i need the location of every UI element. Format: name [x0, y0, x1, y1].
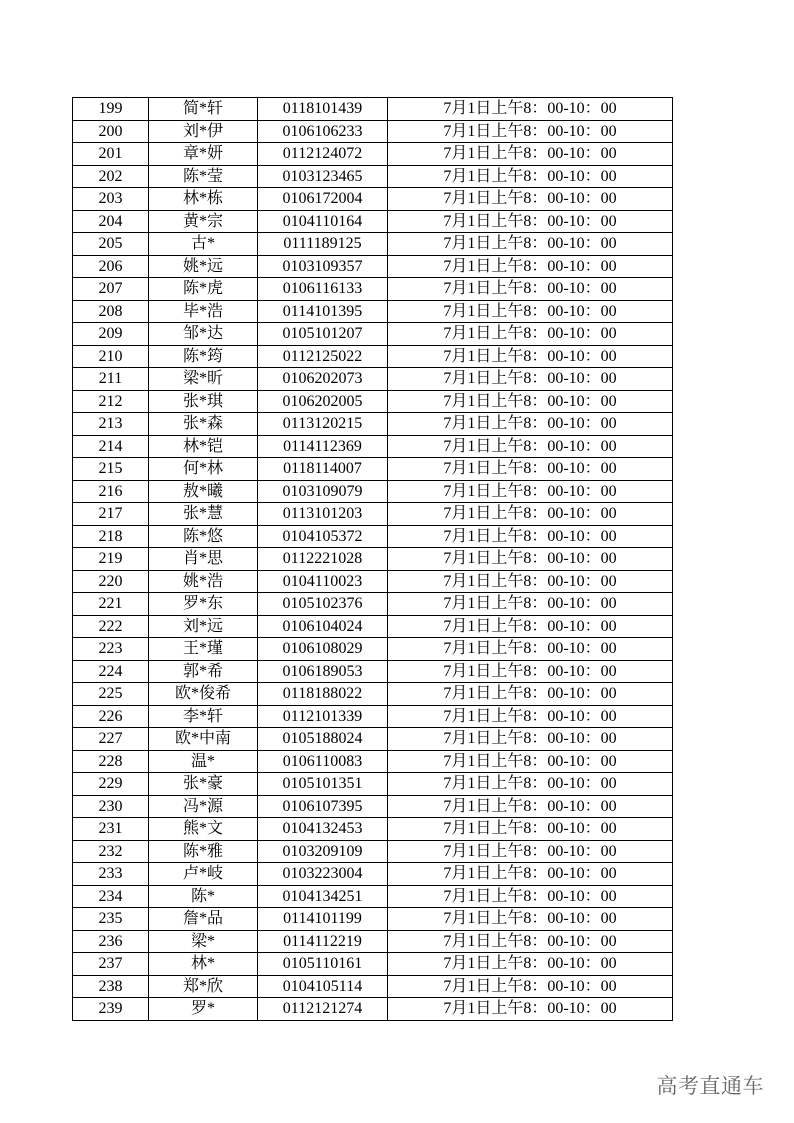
- id-cell: 0112121274: [258, 998, 388, 1021]
- name-cell: 熊*文: [149, 818, 258, 841]
- name-cell: 邹*达: [149, 323, 258, 346]
- seq-cell: 214: [73, 435, 149, 458]
- name-cell: 张*慧: [149, 503, 258, 526]
- name-cell: 李*轩: [149, 705, 258, 728]
- name-cell: 温*: [149, 750, 258, 773]
- time-cell: 7月1日上午8：00-10：00: [388, 615, 673, 638]
- watermark: 高考直通车: [656, 1074, 764, 1098]
- id-cell: 0106106233: [258, 120, 388, 143]
- time-cell: 7月1日上午8：00-10：00: [388, 413, 673, 436]
- candidate-table: [72, 97, 673, 1021]
- id-cell: 0104105114: [258, 975, 388, 998]
- id-cell: 0114101199: [258, 908, 388, 931]
- name-cell: 陈*莹: [149, 165, 258, 188]
- id-cell: 0112125022: [258, 345, 388, 368]
- name-cell: 张*豪: [149, 773, 258, 796]
- name-cell: 郭*希: [149, 660, 258, 683]
- time-cell: 7月1日上午8：00-10：00: [388, 458, 673, 481]
- id-cell: 0105110161: [258, 953, 388, 976]
- name-cell: 冯*源: [149, 795, 258, 818]
- time-cell: 7月1日上午8：00-10：00: [388, 120, 673, 143]
- table-row: [73, 525, 673, 548]
- name-cell: 肖*思: [149, 548, 258, 571]
- id-cell: 0114112219: [258, 930, 388, 953]
- time-cell: 7月1日上午8：00-10：00: [388, 683, 673, 706]
- seq-cell: 239: [73, 998, 149, 1021]
- table-row: [73, 840, 673, 863]
- table-row: [73, 593, 673, 616]
- name-cell: 卢*岐: [149, 863, 258, 886]
- id-cell: 0103209109: [258, 840, 388, 863]
- table-row: [73, 435, 673, 458]
- table-row: [73, 615, 673, 638]
- table-row: [73, 638, 673, 661]
- seq-cell: 216: [73, 480, 149, 503]
- seq-cell: 207: [73, 278, 149, 301]
- seq-cell: 215: [73, 458, 149, 481]
- seq-cell: 218: [73, 525, 149, 548]
- table-row: [73, 975, 673, 998]
- name-cell: 詹*品: [149, 908, 258, 931]
- time-cell: 7月1日上午8：00-10：00: [388, 840, 673, 863]
- seq-cell: 211: [73, 368, 149, 391]
- table-row: [73, 750, 673, 773]
- id-cell: 0104132453: [258, 818, 388, 841]
- table-row: [73, 323, 673, 346]
- table-row: [73, 458, 673, 481]
- name-cell: 张*琪: [149, 390, 258, 413]
- time-cell: 7月1日上午8：00-10：00: [388, 773, 673, 796]
- name-cell: 陈*悠: [149, 525, 258, 548]
- seq-cell: 212: [73, 390, 149, 413]
- time-cell: 7月1日上午8：00-10：00: [388, 908, 673, 931]
- seq-cell: 226: [73, 705, 149, 728]
- time-cell: 7月1日上午8：00-10：00: [388, 98, 673, 121]
- table-row: [73, 705, 673, 728]
- time-cell: 7月1日上午8：00-10：00: [388, 188, 673, 211]
- time-cell: 7月1日上午8：00-10：00: [388, 638, 673, 661]
- name-cell: 刘*远: [149, 615, 258, 638]
- table-row: [73, 278, 673, 301]
- table-row: [73, 908, 673, 931]
- seq-cell: 206: [73, 255, 149, 278]
- time-cell: 7月1日上午8：00-10：00: [388, 705, 673, 728]
- seq-cell: 208: [73, 300, 149, 323]
- time-cell: 7月1日上午8：00-10：00: [388, 750, 673, 773]
- table-row: [73, 233, 673, 256]
- name-cell: 黄*宗: [149, 210, 258, 233]
- table-row: [73, 885, 673, 908]
- id-cell: 0112221028: [258, 548, 388, 571]
- name-cell: 陈*虎: [149, 278, 258, 301]
- seq-cell: 232: [73, 840, 149, 863]
- name-cell: 林*: [149, 953, 258, 976]
- id-cell: 0118114007: [258, 458, 388, 481]
- seq-cell: 221: [73, 593, 149, 616]
- id-cell: 0103109079: [258, 480, 388, 503]
- seq-cell: 201: [73, 143, 149, 166]
- name-cell: 欧*俊希: [149, 683, 258, 706]
- id-cell: 0106110083: [258, 750, 388, 773]
- id-cell: 0111189125: [258, 233, 388, 256]
- time-cell: 7月1日上午8：00-10：00: [388, 728, 673, 751]
- table-row: [73, 683, 673, 706]
- time-cell: 7月1日上午8：00-10：00: [388, 548, 673, 571]
- name-cell: 梁*: [149, 930, 258, 953]
- id-cell: 0105102376: [258, 593, 388, 616]
- table-row: [73, 255, 673, 278]
- name-cell: 姚*浩: [149, 570, 258, 593]
- name-cell: 罗*东: [149, 593, 258, 616]
- name-cell: 林*铠: [149, 435, 258, 458]
- table-row: [73, 570, 673, 593]
- seq-cell: 205: [73, 233, 149, 256]
- time-cell: 7月1日上午8：00-10：00: [388, 795, 673, 818]
- name-cell: 张*森: [149, 413, 258, 436]
- seq-cell: 224: [73, 660, 149, 683]
- time-cell: 7月1日上午8：00-10：00: [388, 525, 673, 548]
- id-cell: 0104110164: [258, 210, 388, 233]
- name-cell: 罗*: [149, 998, 258, 1021]
- id-cell: 0103123465: [258, 165, 388, 188]
- time-cell: 7月1日上午8：00-10：00: [388, 503, 673, 526]
- seq-cell: 202: [73, 165, 149, 188]
- name-cell: 陈*: [149, 885, 258, 908]
- name-cell: 姚*远: [149, 255, 258, 278]
- name-cell: 陈*筠: [149, 345, 258, 368]
- table-row: [73, 368, 673, 391]
- seq-cell: 237: [73, 953, 149, 976]
- time-cell: 7月1日上午8：00-10：00: [388, 300, 673, 323]
- seq-cell: 225: [73, 683, 149, 706]
- table-row: [73, 863, 673, 886]
- table-row: [73, 98, 673, 121]
- time-cell: 7月1日上午8：00-10：00: [388, 143, 673, 166]
- id-cell: 0114101395: [258, 300, 388, 323]
- name-cell: 章*妍: [149, 143, 258, 166]
- id-cell: 0118188022: [258, 683, 388, 706]
- seq-cell: 219: [73, 548, 149, 571]
- table-row: [73, 413, 673, 436]
- name-cell: 欧*中南: [149, 728, 258, 751]
- seq-cell: 213: [73, 413, 149, 436]
- seq-cell: 228: [73, 750, 149, 773]
- time-cell: 7月1日上午8：00-10：00: [388, 998, 673, 1021]
- name-cell: 何*林: [149, 458, 258, 481]
- time-cell: 7月1日上午8：00-10：00: [388, 593, 673, 616]
- table-row: [73, 345, 673, 368]
- name-cell: 王*瑾: [149, 638, 258, 661]
- id-cell: 0114112369: [258, 435, 388, 458]
- time-cell: 7月1日上午8：00-10：00: [388, 570, 673, 593]
- seq-cell: 230: [73, 795, 149, 818]
- table-row: [73, 548, 673, 571]
- seq-cell: 234: [73, 885, 149, 908]
- table-row: [73, 210, 673, 233]
- id-cell: 0113101203: [258, 503, 388, 526]
- seq-cell: 227: [73, 728, 149, 751]
- seq-cell: 220: [73, 570, 149, 593]
- id-cell: 0106116133: [258, 278, 388, 301]
- name-cell: 古*: [149, 233, 258, 256]
- table-row: [73, 773, 673, 796]
- seq-cell: 235: [73, 908, 149, 931]
- id-cell: 0105188024: [258, 728, 388, 751]
- time-cell: 7月1日上午8：00-10：00: [388, 255, 673, 278]
- seq-cell: 229: [73, 773, 149, 796]
- seq-cell: 209: [73, 323, 149, 346]
- id-cell: 0106189053: [258, 660, 388, 683]
- seq-cell: 200: [73, 120, 149, 143]
- time-cell: 7月1日上午8：00-10：00: [388, 863, 673, 886]
- seq-cell: 217: [73, 503, 149, 526]
- table-row: [73, 998, 673, 1021]
- id-cell: 0104110023: [258, 570, 388, 593]
- time-cell: 7月1日上午8：00-10：00: [388, 368, 673, 391]
- time-cell: 7月1日上午8：00-10：00: [388, 323, 673, 346]
- time-cell: 7月1日上午8：00-10：00: [388, 390, 673, 413]
- seq-cell: 204: [73, 210, 149, 233]
- name-cell: 梁*昕: [149, 368, 258, 391]
- id-cell: 0105101207: [258, 323, 388, 346]
- id-cell: 0106202073: [258, 368, 388, 391]
- name-cell: 敖*曦: [149, 480, 258, 503]
- table-row: [73, 503, 673, 526]
- table-row: [73, 818, 673, 841]
- name-cell: 毕*浩: [149, 300, 258, 323]
- time-cell: 7月1日上午8：00-10：00: [388, 975, 673, 998]
- id-cell: 0106172004: [258, 188, 388, 211]
- time-cell: 7月1日上午8：00-10：00: [388, 165, 673, 188]
- id-cell: 0106104024: [258, 615, 388, 638]
- table-row: [73, 480, 673, 503]
- table-row: [73, 795, 673, 818]
- table-row: [73, 390, 673, 413]
- candidate-table-body: [73, 98, 673, 1021]
- table-row: [73, 660, 673, 683]
- table-row: [73, 953, 673, 976]
- time-cell: 7月1日上午8：00-10：00: [388, 480, 673, 503]
- table-row: [73, 165, 673, 188]
- id-cell: 0113120215: [258, 413, 388, 436]
- id-cell: 0105101351: [258, 773, 388, 796]
- table-row: [73, 930, 673, 953]
- id-cell: 0103109357: [258, 255, 388, 278]
- time-cell: 7月1日上午8：00-10：00: [388, 345, 673, 368]
- time-cell: 7月1日上午8：00-10：00: [388, 953, 673, 976]
- time-cell: 7月1日上午8：00-10：00: [388, 210, 673, 233]
- time-cell: 7月1日上午8：00-10：00: [388, 660, 673, 683]
- seq-cell: 231: [73, 818, 149, 841]
- name-cell: 刘*伊: [149, 120, 258, 143]
- time-cell: 7月1日上午8：00-10：00: [388, 278, 673, 301]
- id-cell: 0103223004: [258, 863, 388, 886]
- table-row: [73, 143, 673, 166]
- seq-cell: 238: [73, 975, 149, 998]
- table-row: [73, 728, 673, 751]
- id-cell: 0106107395: [258, 795, 388, 818]
- seq-cell: 210: [73, 345, 149, 368]
- time-cell: 7月1日上午8：00-10：00: [388, 818, 673, 841]
- time-cell: 7月1日上午8：00-10：00: [388, 930, 673, 953]
- seq-cell: 199: [73, 98, 149, 121]
- id-cell: 0112101339: [258, 705, 388, 728]
- name-cell: 林*栋: [149, 188, 258, 211]
- seq-cell: 233: [73, 863, 149, 886]
- id-cell: 0104105372: [258, 525, 388, 548]
- name-cell: 陈*雅: [149, 840, 258, 863]
- seq-cell: 223: [73, 638, 149, 661]
- time-cell: 7月1日上午8：00-10：00: [388, 435, 673, 458]
- id-cell: 0118101439: [258, 98, 388, 121]
- id-cell: 0106202005: [258, 390, 388, 413]
- table-row: [73, 120, 673, 143]
- seq-cell: 203: [73, 188, 149, 211]
- time-cell: 7月1日上午8：00-10：00: [388, 885, 673, 908]
- id-cell: 0106108029: [258, 638, 388, 661]
- time-cell: 7月1日上午8：00-10：00: [388, 233, 673, 256]
- id-cell: 0112124072: [258, 143, 388, 166]
- table-row: [73, 188, 673, 211]
- seq-cell: 236: [73, 930, 149, 953]
- name-cell: 简*轩: [149, 98, 258, 121]
- table-row: [73, 300, 673, 323]
- id-cell: 0104134251: [258, 885, 388, 908]
- name-cell: 郑*欣: [149, 975, 258, 998]
- seq-cell: 222: [73, 615, 149, 638]
